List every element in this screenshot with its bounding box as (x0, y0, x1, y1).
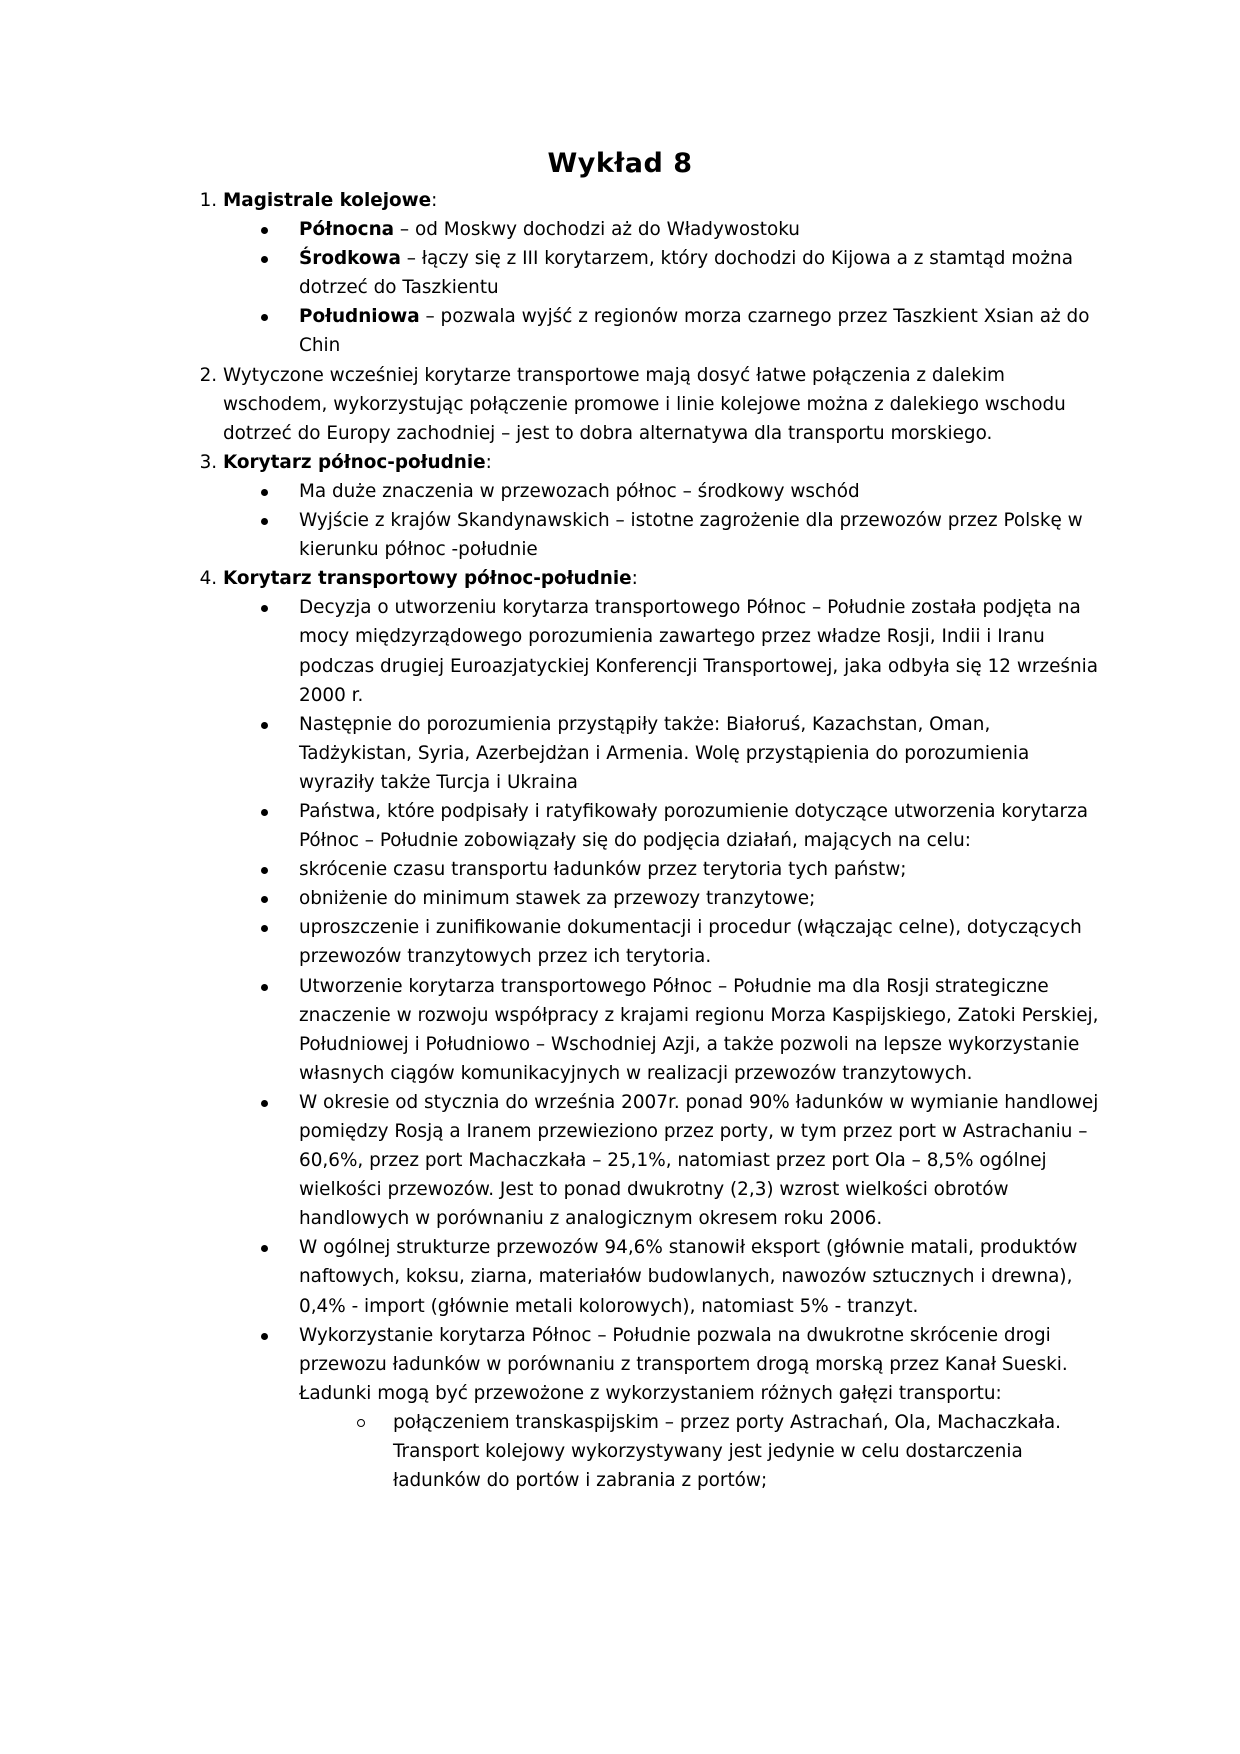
bullet-item: Ma duże znaczenia w przewozach północ – środkowy wschód (299, 477, 1103, 506)
bullet-item: obniżenie do minimum stawek za przewozy tranzytowe; (299, 884, 1103, 913)
list-item-4: 4. Korytarz transportowy północ-południe: Decyzja o utworzeniu korytarza transportowego Północ – Południe została podjęta na mocy międzyrządowego porozumienia zawartego przez władze Rosji, Indii i Iranu podczas drugiej Euroazjatyckiej Konferencji Transportowej, jaka odbyła się 12 września 2000 r. Następnie do porozumienia przystąpiły także: Białoruś, Kazachstan, Oman, Tadżykistan, Syria, Azerbejdżan i Armenia. Wolę przystąpienia do porozumienia wyraziły także Turcja i Ukraina Państwa, które podpisały i ratyfikowały porozumienie dotyczące utworzenia korytarza Północ – Południe zobowiązały się do podjęcia działań, mających na celu: skrócenie czasu transportu ładunków przez terytoria tych państw; obniżenie do minimum stawek za przewozy tranzytowe; uproszczenie i zunifikowanie dokumentacji i procedur (włączając celne), dotyczących przewozów tranzytowych przez ich terytoria. Utworzenie korytarza transportowego Północ – Południe ma dla Rosji strategiczne znaczenie w rozwoju współpracy z krajami regionu Morza Kaspijskiego, Zatoki Perskiej, Południowej i Południowo – Wschodniej Azji, a także pozwoli na lepsze wykorzystanie własnych ciągów komunikacyjnych w realizacji przewozów tranzytowych. W okresie od stycznia do września 2007r. ponad 90% ładunków w wymianie handlowej pomiędzy Rosją a Iranem przewieziono przez porty, w tym przez port w Astrachaniu – 60,6%, przez port Machaczkała – 25,1%, natomiast przez port Ola – 8,5% ogólnej wielkości przewozów. Jest to ponad dwukrotny (2,3) wzrost wielkości obrotów handlowych w porównaniu z analogicznym okresem roku 2006. W ogólnej strukturze przewozów 94,6% stanowił eksport (głównie matali, produktów naftowych, koksu, ziarna, materiałów budowlanych, nawozów sztucznych i drewna), 0,4% - import (głównie metali kolorowych), natomiast 5% - tranzyt. Wykorzystanie korytarza Północ – Południe pozwala na dwukrotne skrócenie drogi przewozu ładunków w porównaniu z transportem drogą morską przez Kanał Sueski. Ładunki mogą być przewożone z wykorzystaniem różnych gałęzi transportu: połączeniem transkaspijskim – przez porty Astrachań, Ola, Machaczkała. Transport kolejowy wykorzystywany jest jedynie w celu dostarczenia ładunków do portów i zabrania z portów; (223, 564, 1103, 1495)
bullet-icon (261, 867, 268, 874)
bullet-item: uproszczenie i zunifikowanie dokumentacji i procedur (włączając celne), dotyczących przewozów tranzytowych przez ich terytoria. (299, 913, 1103, 971)
bullet-icon (261, 896, 268, 903)
document-body (183, 186, 1103, 1495)
bullet-icon (261, 605, 268, 612)
bullet-icon (261, 489, 268, 496)
bullet-list (223, 215, 1103, 360)
page-title: Wykład 8 (547, 148, 693, 179)
bullet-icon (261, 227, 268, 234)
section-heading: Magistrale kolejowe (223, 190, 432, 211)
bullet-item: W okresie od stycznia do września 2007r. ponad 90% ładunków w wymianie handlowej pomiędzy Rosją a Iranem przewieziono przez porty, w tym przez port w Astrachaniu – 60,6%, przez port Machaczkała – 25,1%, natomiast przez port Ola – 8,5% ogólnej wielkości przewozów. Jest to ponad dwukrotny (2,3) wzrost wielkości obrotów handlowych w porównaniu z analogicznym okresem roku 2006. (299, 1088, 1103, 1233)
bullet-list (223, 593, 1103, 1495)
paragraph: Wytyczone wcześniej korytarze transportowe mają dosyć łatwe połączenia z dalekim wschodem, wykorzystując połączenie promowe i linie kolejowe można z dalekiego wschodu dotrzeć do Europy zachodniej – jest to dobra alternatywa dla transportu morskiego. (223, 364, 1066, 444)
bullet-icon (261, 1245, 268, 1252)
bullet-item: Południowa – pozwala wyjść z regionów morza czarnego przez Taszkient Xsian aż do Chin (299, 302, 1103, 360)
bullet-icon (261, 809, 268, 816)
bullet-icon (261, 518, 268, 525)
bullet-item: Wykorzystanie korytarza Północ – Południe pozwala na dwukrotne skrócenie drogi przewozu ładunków w porównaniu z transportem drogą morską przez Kanał Sueski. Ładunki mogą być przewożone z wykorzystaniem różnych gałęzi transportu: połączeniem transkaspijskim – przez porty Astrachań, Ola, Machaczkała. Transport kolejowy wykorzystywany jest jedynie w celu dostarczenia ładunków do portów i zabrania z portów; (299, 1321, 1103, 1496)
bullet-icon (261, 984, 268, 991)
list-item-2 (223, 361, 1103, 448)
bullet-item: W ogólnej strukturze przewozów 94,6% stanowił eksport (głównie matali, produktów naftowych, koksu, ziarna, materiałów budowlanych, nawozów sztucznych i drewna), 0,4% - import (głównie metali kolorowych), natomiast 5% - tranzyt. (299, 1233, 1103, 1320)
bullet-item: Decyzja o utworzeniu korytarza transportowego Północ – Południe została podjęta na mocy międzyrządowego porozumienia zawartego przez władze Rosji, Indii i Iranu podczas drugiej Euroazjatyckiej Konferencji Transportowej, jaka odbyła się 12 września 2000 r. (299, 593, 1103, 709)
bullet-icon (261, 925, 268, 932)
bullet-list (223, 477, 1103, 564)
sub-bullet-item: połączeniem transkaspijskim – przez porty Astrachań, Ola, Machaczkała. Transport kolejowy wykorzystywany jest jedynie w celu dostarczenia ładunków do portów i zabrania z portów; (393, 1408, 1103, 1495)
bullet-icon (261, 1100, 268, 1107)
bullet-icon (261, 722, 268, 729)
bullet-item: skrócenie czasu transportu ładunków przez terytoria tych państw; (299, 855, 1103, 884)
bullet-item: Utworzenie korytarza transportowego Północ – Południe ma dla Rosji strategiczne znaczenie w rozwoju współpracy z krajami regionu Morza Kaspijskiego, Zatoki Perskiej, Południowej i Południowo – Wschodniej Azji, a także pozwoli na lepsze wykorzystanie własnych ciągów komunikacyjnych w realizacji przewozów tranzytowych. (299, 972, 1103, 1088)
bullet-item: Państwa, które podpisały i ratyfikowały porozumienie dotyczące utworzenia korytarza Północ – Południe zobowiązały się do podjęcia działań, mających na celu: (299, 797, 1103, 855)
numbered-list (183, 186, 1103, 1495)
bullet-item: Środkowa – łączy się z III korytarzem, który dochodzi do Kijowa a z stamtąd można dotrzeć do Taszkientu (299, 244, 1103, 302)
sub-bullet-list (299, 1408, 1103, 1495)
bullet-item: Następnie do porozumienia przystąpiły także: Białoruś, Kazachstan, Oman, Tadżykistan, Syria, Azerbejdżan i Armenia. Wolę przystąpienia do porozumienia wyraziły także Turcja i Ukraina (299, 710, 1103, 797)
section-heading: Korytarz północ-południe (223, 451, 486, 473)
section-heading: Korytarz transportowy północ-południe (223, 568, 632, 590)
bullet-icon (261, 314, 268, 321)
bullet-item: Północna – od Moskwy dochodzi aż do Władywostoku (299, 215, 1103, 244)
list-item-3: 3. Korytarz północ-południe: Ma duże znaczenia w przewozach północ – środkowy wschód Wyjście z krajów Skandynawskich – istotne zagrożenie dla przewozów przez Polskę w kierunku północ -południe (223, 448, 1103, 564)
bullet-icon (261, 1333, 268, 1340)
list-item-1: 1. Magistrale kolejowe: Północna – od Moskwy dochodzi aż do Władywostoku Środkowa – łączy się z III korytarzem, który dochodzi do Kijowa a z stamtąd można dotrzeć do Taszkientu Południowa – pozwala wyjść z regionów morza czarnego przez Taszkient Xsian aż do Chin (223, 186, 1103, 361)
bullet-item: Wyjście z krajów Skandynawskich – istotne zagrożenie dla przewozów przez Polskę w kierunku północ -południe (299, 506, 1103, 564)
circle-bullet-icon (357, 1419, 365, 1427)
bullet-icon (261, 256, 268, 263)
